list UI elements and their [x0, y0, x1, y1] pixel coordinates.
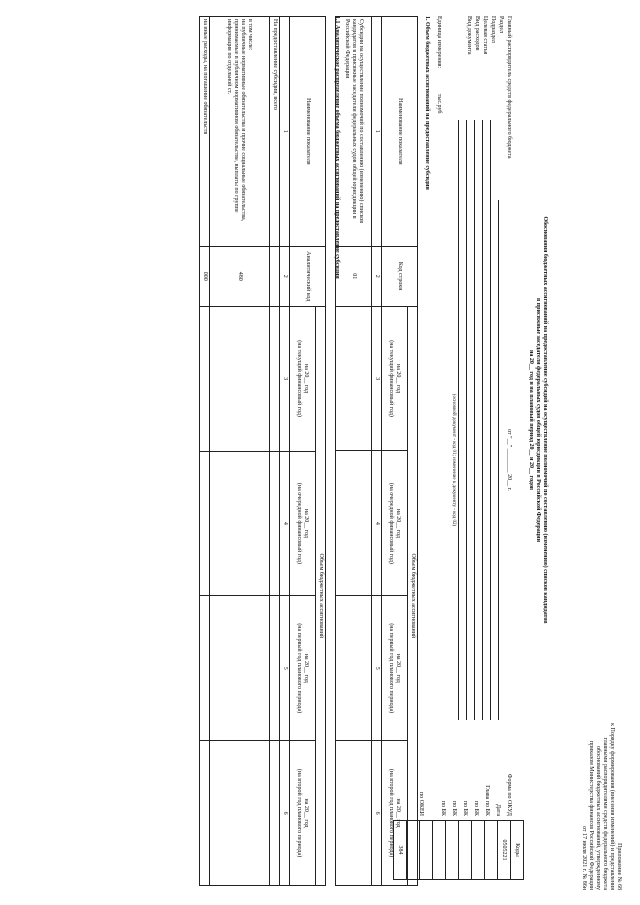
col-header-name: Наименование показателя [382, 17, 418, 247]
field-underline [482, 120, 483, 720]
col-header-year: на 20__ год (на текущий финансовый год) [382, 306, 408, 451]
appendix-line: от 17 июля 2021 г. № 86н [581, 825, 587, 890]
title-line: Обоснования бюджетных ассигнований на предоставление субсидий на осуществление полномочий по составлению (изменению) списков кандидатов [542, 216, 548, 624]
table-cell [336, 741, 372, 886]
codes-labels [413, 740, 512, 816]
col-header-group: Объем бюджетных ассигнований [316, 306, 326, 885]
field-label: Целевая статья [482, 16, 488, 55]
section1-title: 1. Объем бюджетных ассигнований на предоставление субсидии [424, 16, 430, 190]
section1-table [335, 16, 418, 886]
table-row-code: 000 [200, 246, 210, 306]
code-okei: 384 [394, 821, 407, 880]
code-okud: 0505221 [498, 821, 511, 880]
col-number: 6 [280, 741, 290, 886]
code-cell [446, 821, 459, 880]
col-number: 3 [280, 306, 290, 451]
table-cell [210, 596, 270, 741]
field-underline [458, 120, 459, 720]
table-row-code: 480 [210, 246, 270, 306]
table-row-code: 01 [336, 246, 372, 306]
unit-value: тыс.руб [436, 93, 442, 114]
field-underline [466, 120, 467, 720]
appendix-line: к Порядку формирования (внесения изменений) и представления [609, 723, 615, 890]
code-label: Дата [495, 804, 501, 816]
col-header-code: Аналитический код [290, 246, 326, 306]
header-fields [464, 16, 512, 216]
col-number: 5 [372, 596, 382, 741]
col-header-year: на 20__ год (на второй год планового периода) [290, 741, 316, 886]
table-cell [210, 741, 270, 886]
table-cell [210, 451, 270, 596]
appendix-line: приказом Министерства финансов Российской Федерации [588, 740, 594, 890]
field-label: Подраздел [490, 16, 496, 43]
col-number: 2 [372, 246, 382, 306]
col-header-year: на 20__ год (на текущий финансовый год) [290, 306, 316, 451]
code-label: по БК [462, 800, 468, 816]
code-label: по БК [473, 800, 479, 816]
code-cell [472, 821, 485, 880]
section11-table [199, 16, 326, 886]
field-label: Главный распорядитель средств федерального бюджета [506, 16, 512, 159]
col-header-name: Наименование показателя [290, 17, 326, 247]
table-cell [336, 306, 372, 451]
table-cell [210, 306, 270, 451]
field-underline [498, 200, 499, 720]
field-underline [490, 120, 491, 720]
col-header-year: на 20__ год (на очередной финансовый год) [290, 451, 316, 596]
code-cell [433, 821, 446, 880]
table-row-name: на иные расходы, на погашение обязательств [200, 17, 210, 247]
field-label: Раздел [498, 16, 504, 33]
code-label: по БК [440, 800, 446, 816]
field-label: Вид расходов [474, 16, 480, 51]
col-number: 6 [372, 741, 382, 886]
code-label: Глава по БК [484, 785, 490, 816]
col-number: 2 [280, 246, 290, 306]
table-cell [270, 306, 280, 451]
table-row-code [270, 246, 280, 306]
table-row-name: На предоставление субсидии, всего [270, 17, 280, 247]
title-line: в присяжные заседатели федеральных судов общей юрисдикции в Российской Федерации [535, 297, 541, 543]
document-title [527, 100, 548, 740]
section11-title: 1.1 Аналитическое распределение объема бюджетных ассигнований на предоставление субсидии [334, 16, 340, 279]
table-cell [200, 306, 210, 451]
table-cell [200, 451, 210, 596]
col-header-year: на 20__ год (на очередной финансовый год) [382, 451, 408, 596]
doc-type-hint: (основной документ - код 01; изменение к документу - код 02) [451, 393, 456, 527]
col-number: 1 [280, 17, 290, 247]
col-number: 3 [372, 306, 382, 451]
unit-label: Единица измерения: [436, 16, 442, 69]
col-number: 5 [280, 596, 290, 741]
table-row-name: в том числе: на публичные нормативные обязательства и прочие социальные обязательства, принимаемые в публичном нормативном обязательстве, выплаты по группе информация по отдельной ст. [210, 17, 270, 247]
table-cell [336, 596, 372, 741]
document-date: от "__" ________ 20__ г. [506, 429, 512, 491]
col-number: 4 [280, 451, 290, 596]
appendix-line: обоснований бюджетных ассигнований, утвержденному [595, 746, 601, 890]
code-cell [420, 821, 433, 880]
table-cell [270, 596, 280, 741]
table-cell [270, 741, 280, 886]
col-number: 4 [372, 451, 382, 596]
appendix-line: главными распорядителями средств федерального бюджета [602, 737, 608, 890]
col-header-group: Объем бюджетных ассигнований [408, 306, 418, 885]
unit-row [435, 16, 442, 196]
codes-header: Коды [511, 821, 524, 880]
table-cell [200, 741, 210, 886]
code-label: по ОКЕИ [418, 791, 424, 816]
appendix-block [580, 640, 622, 890]
appendix-number: Приложение № 68 [616, 843, 622, 890]
table-row-name: Субсидии на осуществление полномочий по составлению (изменению) списков кандидатов в присяжные заседатели федеральных судов общей юрисдикции в Российской Федерации [336, 17, 372, 247]
code-cell [485, 821, 498, 880]
field-label: Вид документа [466, 16, 472, 55]
col-header-year: на 20__ год (на второй год планового периода) [382, 741, 408, 886]
code-label: Форма по ОКУД [506, 773, 512, 816]
code-label: по БК [451, 800, 457, 816]
field-underline [474, 120, 475, 720]
table-cell [270, 451, 280, 596]
col-header-code: Код строки [382, 246, 418, 306]
code-cell [459, 821, 472, 880]
col-header-year: на 20__ год (на первый год планового периода) [382, 596, 408, 741]
table-cell [336, 451, 372, 596]
col-number: 1 [372, 17, 382, 247]
col-header-year: на 20__ год (на первый год планового периода) [290, 596, 316, 741]
title-line: на 20__ год и на плановый период 20__ и 20__ годов [528, 349, 534, 491]
table-cell [200, 596, 210, 741]
